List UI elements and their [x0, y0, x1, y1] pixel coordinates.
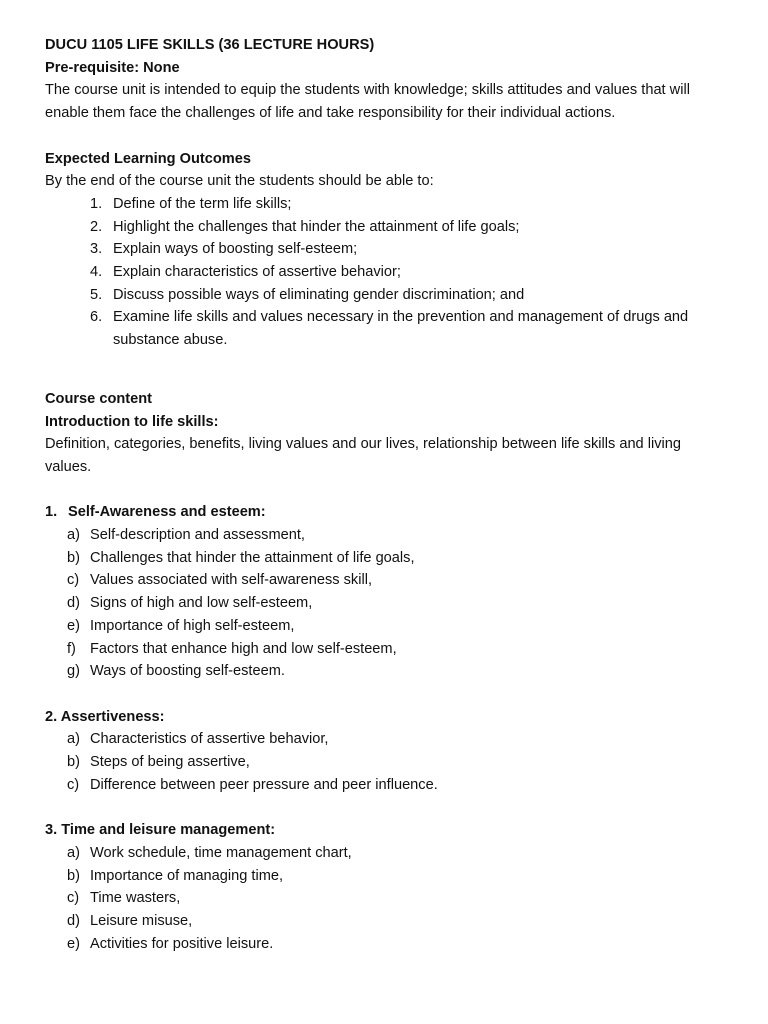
outcome-number: 6. [90, 309, 103, 326]
outcome-item [45, 193, 728, 216]
list-item [45, 547, 728, 570]
section-heading [45, 501, 728, 524]
list-item [45, 865, 728, 888]
list-item [45, 569, 728, 592]
section-number: 1. [45, 504, 58, 521]
outcome-item [45, 284, 728, 307]
section-number: 3. [45, 822, 58, 839]
section-number: 2. [45, 708, 58, 725]
section-items [45, 728, 728, 796]
outcomes-list [45, 193, 728, 352]
content-heading: Course content [45, 390, 153, 407]
outcome-number: 4. [90, 264, 103, 281]
outcome-text: Explain characteristics of assertive behavior; [113, 264, 401, 281]
section-title: Time and leisure management: [61, 822, 276, 839]
item-text: Characteristics of assertive behavior, [90, 731, 329, 748]
spacer [45, 479, 728, 502]
item-letter: c) [67, 890, 80, 907]
item-letter: a) [67, 731, 80, 748]
item-text: Difference between peer pressure and peer influence. [90, 776, 438, 793]
outcome-number: 3. [90, 241, 103, 258]
spacer [45, 125, 728, 148]
course-title: DUCU 1105 LIFE SKILLS (36 LECTURE HOURS) [45, 37, 375, 53]
outcomes-heading: Expected Learning Outcomes [45, 150, 251, 167]
item-text: Importance of managing time, [90, 867, 284, 884]
item-letter: a) [67, 527, 80, 544]
item-text: Work schedule, time management chart, [90, 844, 352, 861]
item-letter: c) [67, 572, 80, 589]
item-letter: f) [67, 640, 76, 657]
item-letter: b) [67, 754, 80, 771]
item-text: Ways of boosting self-esteem. [90, 663, 285, 680]
outcome-item [45, 261, 728, 284]
outcome-number: 1. [90, 195, 103, 212]
spacer [45, 683, 728, 706]
list-item [45, 728, 728, 751]
course-intro: The course unit is intended to equip the students with knowledge; skills attitudes and values that will enable them face the challenges of life and take responsibility for their individual actions. [45, 82, 690, 122]
outcome-number: 5. [90, 286, 103, 303]
item-text: Challenges that hinder the attainment of life goals, [90, 549, 415, 566]
outcome-text: Explain ways of boosting self-esteem; [113, 241, 358, 258]
list-item [45, 910, 728, 933]
list-item [45, 887, 728, 910]
item-letter: e) [67, 935, 80, 952]
item-letter: g) [67, 663, 80, 680]
list-item [45, 842, 728, 865]
list-item [45, 660, 728, 683]
item-text: Steps of being assertive, [90, 754, 250, 771]
item-text: Values associated with self-awareness skill, [90, 572, 372, 589]
item-letter: d) [67, 595, 80, 612]
item-text: Importance of high self-esteem, [90, 617, 295, 634]
item-letter: c) [67, 776, 80, 793]
list-item [45, 933, 728, 956]
outcome-text: Define of the term life skills; [113, 195, 292, 212]
spacer [45, 796, 728, 819]
section-heading [45, 819, 728, 842]
section-heading [45, 706, 728, 729]
outcome-text: Discuss possible ways of eliminating gender discrimination; and [113, 286, 525, 303]
outcomes-lead: By the end of the course unit the students should be able to: [45, 173, 434, 190]
item-letter: b) [67, 549, 80, 566]
outcome-number: 2. [90, 218, 103, 235]
list-item [45, 774, 728, 797]
list-item [45, 751, 728, 774]
outcome-text: Examine life skills and values necessary in the prevention and management of drugs and substance abuse. [113, 309, 689, 349]
item-text: Factors that enhance high and low self-esteem, [90, 640, 397, 657]
intro-skills-text: Definition, categories, benefits, living values and our lives, relationship between life skills and living values. [45, 436, 681, 475]
section-items [45, 842, 728, 956]
item-text: Signs of high and low self-esteem, [90, 595, 313, 612]
outcome-item [45, 306, 728, 351]
item-text: Self-description and assessment, [90, 527, 305, 544]
item-letter: e) [67, 617, 80, 634]
list-item [45, 592, 728, 615]
prerequisite: Pre-requisite: None [45, 59, 180, 76]
list-item [45, 524, 728, 547]
list-item [45, 615, 728, 638]
item-letter: a) [67, 844, 80, 861]
section-items [45, 524, 728, 683]
item-text: Activities for positive leisure. [90, 935, 274, 952]
intro-skills-heading: Introduction to life skills: [45, 413, 219, 430]
outcome-text: Highlight the challenges that hinder the attainment of life goals; [113, 218, 520, 235]
item-text: Time wasters, [90, 890, 181, 907]
section-title: Assertiveness: [60, 708, 165, 725]
outcome-item [45, 238, 728, 261]
item-letter: d) [67, 912, 80, 929]
item-text: Leisure misuse, [90, 912, 193, 929]
item-letter: b) [67, 867, 80, 884]
spacer [45, 352, 728, 388]
list-item [45, 638, 728, 661]
section-title: Self-Awareness and esteem: [68, 504, 266, 521]
outcome-item [45, 216, 728, 239]
